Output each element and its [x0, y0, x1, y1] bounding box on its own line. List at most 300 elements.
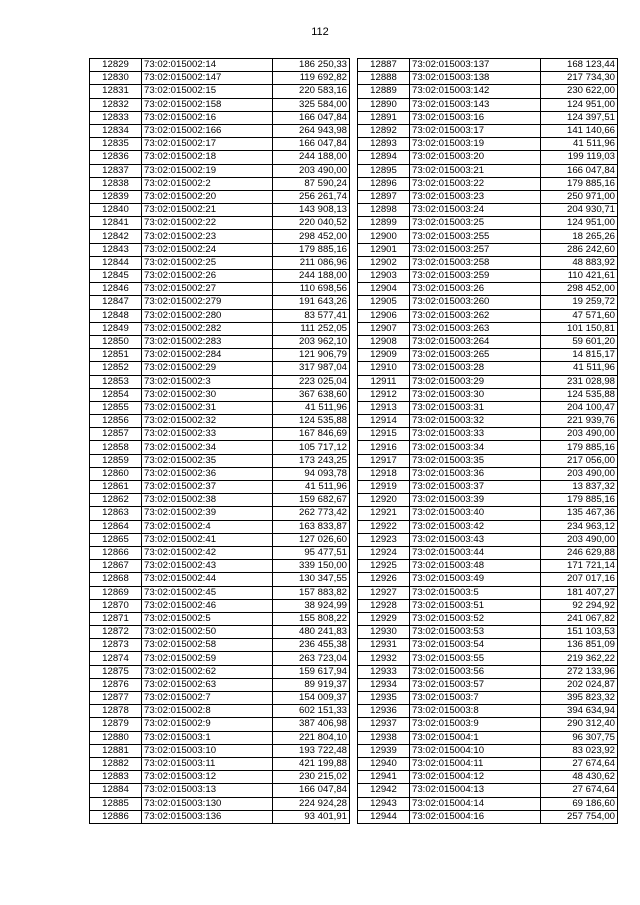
cadastral-number-cell: 73:02:015002:45 — [142, 586, 273, 599]
cadastral-number-cell: 73:02:015003:44 — [410, 546, 541, 559]
cadastral-number-cell: 73:02:015003:136 — [142, 810, 273, 823]
row-number-cell: 12927 — [358, 586, 410, 599]
row-number-cell: 12865 — [90, 533, 142, 546]
cadastral-value-cell: 246 629,88 — [541, 546, 618, 559]
table-row — [358, 309, 618, 322]
row-number-cell: 12839 — [90, 190, 142, 203]
cadastral-number-cell: 73:02:015003:53 — [410, 626, 541, 639]
cadastral-value-cell: 93 401,91 — [273, 810, 350, 823]
cadastral-number-cell: 73:02:015003:7 — [410, 692, 541, 705]
row-number-cell: 12874 — [90, 652, 142, 665]
cadastral-value-cell: 480 241,83 — [273, 626, 350, 639]
row-number-cell: 12889 — [358, 85, 410, 98]
cadastral-number-cell: 73:02:015002:18 — [142, 151, 273, 164]
row-number-cell: 12890 — [358, 98, 410, 111]
cadastral-value-cell: 217 734,30 — [541, 72, 618, 85]
row-number-cell: 12868 — [90, 573, 142, 586]
row-number-cell: 12929 — [358, 612, 410, 625]
cadastral-value-cell: 387 406,98 — [273, 718, 350, 731]
cadastral-number-cell: 73:02:015002:20 — [142, 190, 273, 203]
table-row — [358, 375, 618, 388]
cadastral-number-cell: 73:02:015003:263 — [410, 322, 541, 335]
cadastral-value-cell: 130 347,55 — [273, 573, 350, 586]
table-row — [358, 270, 618, 283]
cadastral-value-cell: 244 188,00 — [273, 151, 350, 164]
table-row — [90, 441, 350, 454]
row-number-cell: 12847 — [90, 296, 142, 309]
cadastral-number-cell: 73:02:015003:11 — [142, 757, 273, 770]
table-row — [90, 481, 350, 494]
row-number-cell: 12867 — [90, 560, 142, 573]
cadastral-number-cell: 73:02:015003:31 — [410, 401, 541, 414]
cadastral-value-cell: 166 047,84 — [273, 138, 350, 151]
cadastral-number-cell: 73:02:015002:166 — [142, 124, 273, 137]
row-number-cell: 12941 — [358, 771, 410, 784]
cadastral-number-cell: 73:02:015003:22 — [410, 177, 541, 190]
cadastral-value-cell: 262 773,42 — [273, 507, 350, 520]
cadastral-number-cell: 73:02:015002:147 — [142, 72, 273, 85]
row-number-cell: 12908 — [358, 335, 410, 348]
cadastral-value-cell: 92 294,92 — [541, 599, 618, 612]
cadastral-value-cell: 94 093,78 — [273, 467, 350, 480]
cadastral-number-cell: 73:02:015002:63 — [142, 678, 273, 691]
table-row — [358, 59, 618, 72]
cadastral-value-cell: 83 023,92 — [541, 744, 618, 757]
cadastral-number-cell: 73:02:015003:43 — [410, 533, 541, 546]
table-row — [90, 428, 350, 441]
cadastral-number-cell: 73:02:015003:12 — [142, 771, 273, 784]
cadastral-value-cell: 41 511,96 — [541, 138, 618, 151]
cadastral-number-cell: 73:02:015003:51 — [410, 599, 541, 612]
cadastral-value-cell: 95 477,51 — [273, 546, 350, 559]
cadastral-value-cell: 167 846,69 — [273, 428, 350, 441]
table-row — [358, 533, 618, 546]
table-row — [358, 296, 618, 309]
cadastral-value-cell: 124 951,00 — [541, 217, 618, 230]
cadastral-value-cell: 59 601,20 — [541, 335, 618, 348]
table-row — [358, 349, 618, 362]
cadastral-value-cell: 421 199,88 — [273, 757, 350, 770]
row-number-cell: 12876 — [90, 678, 142, 691]
table-row — [358, 757, 618, 770]
cadastral-number-cell: 73:02:015003:19 — [410, 138, 541, 151]
cadastral-value-cell: 18 265,26 — [541, 230, 618, 243]
row-number-cell: 12925 — [358, 560, 410, 573]
cadastral-number-cell: 73:02:015003:28 — [410, 362, 541, 375]
cadastral-value-cell: 119 692,82 — [273, 72, 350, 85]
row-number-cell: 12909 — [358, 349, 410, 362]
table-row — [90, 415, 350, 428]
row-number-cell: 12896 — [358, 177, 410, 190]
row-number-cell: 12861 — [90, 481, 142, 494]
cadastral-number-cell: 73:02:015004:12 — [410, 771, 541, 784]
table-row — [358, 560, 618, 573]
cadastral-number-cell: 73:02:015003:257 — [410, 243, 541, 256]
row-number-cell: 12883 — [90, 771, 142, 784]
cadastral-value-cell: 221 939,76 — [541, 415, 618, 428]
cadastral-number-cell: 73:02:015002:23 — [142, 230, 273, 243]
cadastral-number-cell: 73:02:015002:30 — [142, 388, 273, 401]
row-number-cell: 12872 — [90, 626, 142, 639]
row-number-cell: 12897 — [358, 190, 410, 203]
table-row — [90, 270, 350, 283]
cadastral-value-cell: 136 851,09 — [541, 639, 618, 652]
row-number-cell: 12893 — [358, 138, 410, 151]
row-number-cell: 12915 — [358, 428, 410, 441]
row-number-cell: 12932 — [358, 652, 410, 665]
row-number-cell: 12905 — [358, 296, 410, 309]
cadastral-number-cell: 73:02:015002:44 — [142, 573, 273, 586]
row-number-cell: 12942 — [358, 784, 410, 797]
row-number-cell: 12853 — [90, 375, 142, 388]
cadastral-number-cell: 73:02:015003:26 — [410, 283, 541, 296]
row-number-cell: 12836 — [90, 151, 142, 164]
cadastral-value-cell: 203 490,00 — [273, 164, 350, 177]
cadastral-number-cell: 73:02:015003:55 — [410, 652, 541, 665]
row-number-cell: 12852 — [90, 362, 142, 375]
cadastral-value-cell: 298 452,00 — [273, 230, 350, 243]
table-row — [90, 283, 350, 296]
cadastral-value-cell: 204 100,47 — [541, 401, 618, 414]
row-number-cell: 12833 — [90, 111, 142, 124]
row-number-cell: 12910 — [358, 362, 410, 375]
cadastral-value-cell: 220 583,16 — [273, 85, 350, 98]
table-row — [358, 230, 618, 243]
cadastral-number-cell: 73:02:015002:59 — [142, 652, 273, 665]
cadastral-value-cell: 325 584,00 — [273, 98, 350, 111]
table-row — [90, 665, 350, 678]
row-number-cell: 12866 — [90, 546, 142, 559]
cadastral-number-cell: 73:02:015002:26 — [142, 270, 273, 283]
table-row — [90, 744, 350, 757]
table-row — [358, 639, 618, 652]
row-number-cell: 12919 — [358, 481, 410, 494]
row-number-cell: 12879 — [90, 718, 142, 731]
table-row — [358, 243, 618, 256]
cadastral-number-cell: 73:02:015003:23 — [410, 190, 541, 203]
table-row — [90, 59, 350, 72]
cadastral-number-cell: 73:02:015002:17 — [142, 138, 273, 151]
cadastral-value-cell: 179 885,16 — [541, 441, 618, 454]
table-row — [358, 217, 618, 230]
table-row — [358, 124, 618, 137]
row-number-cell: 12936 — [358, 705, 410, 718]
cadastral-value-cell: 257 754,00 — [541, 810, 618, 823]
cadastral-number-cell: 73:02:015003:34 — [410, 441, 541, 454]
row-number-cell: 12837 — [90, 164, 142, 177]
row-number-cell: 12923 — [358, 533, 410, 546]
cadastral-number-cell: 73:02:015003:54 — [410, 639, 541, 652]
row-number-cell: 12898 — [358, 204, 410, 217]
cadastral-number-cell: 73:02:015003:35 — [410, 454, 541, 467]
table-row — [358, 164, 618, 177]
row-number-cell: 12877 — [90, 692, 142, 705]
cadastral-value-cell: 124 397,51 — [541, 111, 618, 124]
table-row — [358, 705, 618, 718]
cadastral-value-cell: 191 643,26 — [273, 296, 350, 309]
row-number-cell: 12917 — [358, 454, 410, 467]
row-number-cell: 12880 — [90, 731, 142, 744]
table-row — [358, 190, 618, 203]
cadastral-number-cell: 73:02:015002:158 — [142, 98, 273, 111]
row-number-cell: 12904 — [358, 283, 410, 296]
cadastral-number-cell: 73:02:015002:16 — [142, 111, 273, 124]
table-row — [90, 296, 350, 309]
cadastral-value-cell: 168 123,44 — [541, 59, 618, 72]
cadastral-value-cell: 41 511,96 — [273, 401, 350, 414]
table-row — [90, 164, 350, 177]
row-number-cell: 12906 — [358, 309, 410, 322]
cadastral-value-cell: 217 056,00 — [541, 454, 618, 467]
row-number-cell: 12933 — [358, 665, 410, 678]
cadastral-table-left — [89, 58, 350, 824]
row-number-cell: 12838 — [90, 177, 142, 190]
row-number-cell: 12860 — [90, 467, 142, 480]
row-number-cell: 12916 — [358, 441, 410, 454]
row-number-cell: 12894 — [358, 151, 410, 164]
row-number-cell: 12895 — [358, 164, 410, 177]
row-number-cell: 12835 — [90, 138, 142, 151]
table-row — [358, 454, 618, 467]
cadastral-value-cell: 223 025,04 — [273, 375, 350, 388]
cadastral-number-cell: 73:02:015002:279 — [142, 296, 273, 309]
cadastral-number-cell: 73:02:015003:138 — [410, 72, 541, 85]
cadastral-value-cell: 166 047,84 — [273, 111, 350, 124]
row-number-cell: 12912 — [358, 388, 410, 401]
cadastral-number-cell: 73:02:015002:3 — [142, 375, 273, 388]
row-number-cell: 12935 — [358, 692, 410, 705]
page-number: 112 — [311, 26, 329, 38]
table-row — [358, 138, 618, 151]
cadastral-value-cell: 236 455,38 — [273, 639, 350, 652]
table-row — [358, 467, 618, 480]
cadastral-value-cell: 155 808,22 — [273, 612, 350, 625]
cadastral-value-cell: 154 009,37 — [273, 692, 350, 705]
table-row — [90, 678, 350, 691]
table-row — [358, 626, 618, 639]
table-row — [90, 454, 350, 467]
row-number-cell: 12887 — [358, 59, 410, 72]
cadastral-number-cell: 73:02:015003:25 — [410, 217, 541, 230]
row-number-cell: 12840 — [90, 204, 142, 217]
table-row — [90, 573, 350, 586]
table-row — [358, 573, 618, 586]
row-number-cell: 12846 — [90, 283, 142, 296]
row-number-cell: 12902 — [358, 256, 410, 269]
table-row — [358, 401, 618, 414]
cadastral-number-cell: 73:02:015004:10 — [410, 744, 541, 757]
row-number-cell: 12926 — [358, 573, 410, 586]
cadastral-number-cell: 73:02:015002:33 — [142, 428, 273, 441]
cadastral-number-cell: 73:02:015003:13 — [142, 784, 273, 797]
cadastral-value-cell: 157 883,82 — [273, 586, 350, 599]
row-number-cell: 12871 — [90, 612, 142, 625]
cadastral-number-cell: 73:02:015003:32 — [410, 415, 541, 428]
cadastral-value-cell: 159 617,94 — [273, 665, 350, 678]
row-number-cell: 12892 — [358, 124, 410, 137]
table-row — [358, 362, 618, 375]
table-row — [90, 626, 350, 639]
table-row — [90, 467, 350, 480]
cadastral-value-cell: 230 215,02 — [273, 771, 350, 784]
cadastral-number-cell: 73:02:015002:8 — [142, 705, 273, 718]
cadastral-number-cell: 73:02:015003:56 — [410, 665, 541, 678]
row-number-cell: 12920 — [358, 494, 410, 507]
row-number-cell: 12922 — [358, 520, 410, 533]
table-row — [358, 283, 618, 296]
cadastral-value-cell: 38 924,99 — [273, 599, 350, 612]
row-number-cell: 12930 — [358, 626, 410, 639]
cadastral-number-cell: 73:02:015004:11 — [410, 757, 541, 770]
row-number-cell: 12878 — [90, 705, 142, 718]
table-row — [90, 810, 350, 823]
cadastral-value-cell: 89 919,37 — [273, 678, 350, 691]
cadastral-value-cell: 179 885,16 — [541, 177, 618, 190]
cadastral-value-cell: 143 908,13 — [273, 204, 350, 217]
table-row — [90, 256, 350, 269]
cadastral-number-cell: 73:02:015003:143 — [410, 98, 541, 111]
table-row — [90, 151, 350, 164]
cadastral-value-cell: 181 407,27 — [541, 586, 618, 599]
cadastral-number-cell: 73:02:015002:37 — [142, 481, 273, 494]
cadastral-number-cell: 73:02:015003:57 — [410, 678, 541, 691]
cadastral-number-cell: 73:02:015003:258 — [410, 256, 541, 269]
row-number-cell: 12886 — [90, 810, 142, 823]
cadastral-number-cell: 73:02:015002:280 — [142, 309, 273, 322]
cadastral-value-cell: 317 987,04 — [273, 362, 350, 375]
cadastral-number-cell: 73:02:015003:8 — [410, 705, 541, 718]
row-number-cell: 12859 — [90, 454, 142, 467]
cadastral-number-cell: 73:02:015003:1 — [142, 731, 273, 744]
row-number-cell: 12907 — [358, 322, 410, 335]
row-number-cell: 12855 — [90, 401, 142, 414]
cadastral-number-cell: 73:02:015002:25 — [142, 256, 273, 269]
table-row — [358, 322, 618, 335]
table-row — [90, 111, 350, 124]
row-number-cell: 12843 — [90, 243, 142, 256]
cadastral-value-cell: 151 103,53 — [541, 626, 618, 639]
table-row — [90, 138, 350, 151]
cadastral-value-cell: 111 252,05 — [273, 322, 350, 335]
cadastral-value-cell: 27 674,64 — [541, 757, 618, 770]
row-number-cell: 12829 — [90, 59, 142, 72]
cadastral-value-cell: 199 119,03 — [541, 151, 618, 164]
cadastral-value-cell: 19 259,72 — [541, 296, 618, 309]
row-number-cell: 12888 — [358, 72, 410, 85]
cadastral-value-cell: 602 151,33 — [273, 705, 350, 718]
cadastral-number-cell: 73:02:015003:33 — [410, 428, 541, 441]
table-row — [358, 599, 618, 612]
cadastral-number-cell: 73:02:015004:1 — [410, 731, 541, 744]
table-row — [358, 111, 618, 124]
table-row — [90, 533, 350, 546]
cadastral-value-cell: 110 698,56 — [273, 283, 350, 296]
table-row — [90, 507, 350, 520]
table-row — [90, 731, 350, 744]
row-number-cell: 12857 — [90, 428, 142, 441]
cadastral-number-cell: 73:02:015003:36 — [410, 467, 541, 480]
row-number-cell: 12831 — [90, 85, 142, 98]
table-row — [90, 72, 350, 85]
cadastral-value-cell: 395 823,32 — [541, 692, 618, 705]
row-number-cell: 12918 — [358, 467, 410, 480]
cadastral-value-cell: 171 721,14 — [541, 560, 618, 573]
row-number-cell: 12937 — [358, 718, 410, 731]
cadastral-value-cell: 204 930,71 — [541, 204, 618, 217]
table-row — [358, 810, 618, 823]
table-row — [358, 797, 618, 810]
table-row — [358, 441, 618, 454]
cadastral-value-cell: 367 638,60 — [273, 388, 350, 401]
cadastral-number-cell: 73:02:015003:142 — [410, 85, 541, 98]
cadastral-number-cell: 73:02:015002:35 — [142, 454, 273, 467]
cadastral-number-cell: 73:02:015003:130 — [142, 797, 273, 810]
cadastral-value-cell: 179 885,16 — [541, 494, 618, 507]
table-row — [358, 151, 618, 164]
cadastral-value-cell: 166 047,84 — [541, 164, 618, 177]
cadastral-number-cell: 73:02:015003:29 — [410, 375, 541, 388]
cadastral-number-cell: 73:02:015003:42 — [410, 520, 541, 533]
cadastral-value-cell: 124 535,88 — [273, 415, 350, 428]
cadastral-value-cell: 96 307,75 — [541, 731, 618, 744]
row-number-cell: 12899 — [358, 217, 410, 230]
cadastral-number-cell: 73:02:015002:62 — [142, 665, 273, 678]
cadastral-value-cell: 159 682,67 — [273, 494, 350, 507]
table-row — [90, 639, 350, 652]
row-number-cell: 12834 — [90, 124, 142, 137]
table-row — [358, 85, 618, 98]
cadastral-value-cell: 186 250,33 — [273, 59, 350, 72]
table-row — [90, 204, 350, 217]
cadastral-value-cell: 272 133,96 — [541, 665, 618, 678]
table-row — [358, 771, 618, 784]
table-row — [358, 72, 618, 85]
row-number-cell: 12944 — [358, 810, 410, 823]
cadastral-value-cell: 203 490,00 — [541, 533, 618, 546]
row-number-cell: 12842 — [90, 230, 142, 243]
cadastral-number-cell: 73:02:015002:43 — [142, 560, 273, 573]
cadastral-number-cell: 73:02:015002:46 — [142, 599, 273, 612]
cadastral-value-cell: 127 026,60 — [273, 533, 350, 546]
row-number-cell: 12901 — [358, 243, 410, 256]
table-row — [90, 309, 350, 322]
table-row — [90, 520, 350, 533]
table-row — [358, 428, 618, 441]
cadastral-number-cell: 73:02:015003:260 — [410, 296, 541, 309]
cadastral-number-cell: 73:02:015002:19 — [142, 164, 273, 177]
cadastral-value-cell: 87 590,24 — [273, 177, 350, 190]
table-row — [90, 546, 350, 559]
row-number-cell: 12830 — [90, 72, 142, 85]
row-number-cell: 12864 — [90, 520, 142, 533]
table-row — [358, 784, 618, 797]
cadastral-number-cell: 73:02:015002:27 — [142, 283, 273, 296]
table-row — [90, 757, 350, 770]
cadastral-number-cell: 73:02:015003:52 — [410, 612, 541, 625]
table-row — [358, 652, 618, 665]
table-row — [90, 362, 350, 375]
table-row — [358, 520, 618, 533]
cadastral-number-cell: 73:02:015003:259 — [410, 270, 541, 283]
cadastral-value-cell: 124 535,88 — [541, 388, 618, 401]
row-number-cell: 12844 — [90, 256, 142, 269]
table-row — [358, 415, 618, 428]
row-number-cell: 12911 — [358, 375, 410, 388]
cadastral-value-cell: 48 883,92 — [541, 256, 618, 269]
table-row — [358, 612, 618, 625]
table-row — [90, 599, 350, 612]
cadastral-value-cell: 263 723,04 — [273, 652, 350, 665]
